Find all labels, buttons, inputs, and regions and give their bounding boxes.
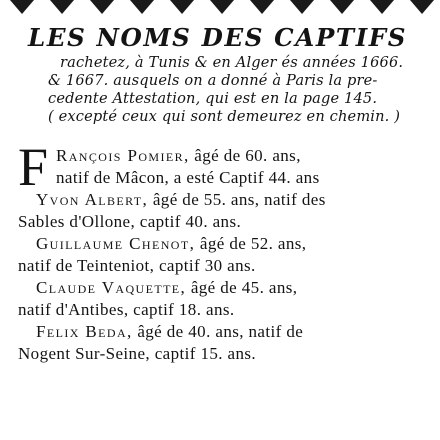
intro-line: cedente Attestation, qui est en la page 145. bbox=[48, 90, 378, 107]
captive-name: Guillaume Chenot, bbox=[36, 234, 196, 253]
entry-continuation: Nogent Sur-Seine, captif 15. ans. bbox=[18, 344, 257, 363]
captive-name: Yvon Albert, bbox=[36, 190, 149, 209]
captive-details: âgé de 52. ans, bbox=[195, 234, 307, 253]
list-item bbox=[36, 322, 303, 342]
page-heading: LES NOMS DES CAPTIFS bbox=[28, 23, 408, 52]
captive-name: Claude Vaquette, bbox=[36, 278, 187, 297]
drop-cap-initial: F bbox=[18, 137, 49, 197]
entry-continuation: natif de Mâcon, a esté Captif 44. ans bbox=[56, 168, 320, 187]
captive-details: âgé de 45. ans, bbox=[186, 278, 298, 297]
captive-details: âgé de 40. ans, natif de bbox=[132, 322, 304, 341]
captive-name: Rançois Pomier, bbox=[56, 146, 190, 165]
captive-name: Felix Beda, bbox=[36, 322, 133, 341]
intro-line: & 1667. ausquels on a donné à Paris la pre- bbox=[48, 72, 378, 89]
list-item bbox=[36, 278, 297, 298]
entry-continuation: natif de Teinteniot, captif 30 ans. bbox=[18, 256, 256, 275]
list-item bbox=[36, 234, 306, 254]
intro-line: rachetez, à Tunis & en Alger és années 1666. bbox=[60, 54, 404, 71]
entry-continuation: natif d'Antibes, captif 18. ans. bbox=[18, 300, 235, 319]
captive-details: âgé de 55. ans, natif des bbox=[148, 190, 326, 209]
captive-details: âgé de 60. ans, bbox=[189, 146, 301, 165]
list-item bbox=[56, 146, 301, 166]
list-item bbox=[36, 190, 326, 210]
entry-continuation: Sables d'Ollone, captif 40. ans. bbox=[18, 212, 242, 231]
intro-line: ( excepté ceux qui sont demeurez en chemin. ) bbox=[48, 108, 401, 125]
